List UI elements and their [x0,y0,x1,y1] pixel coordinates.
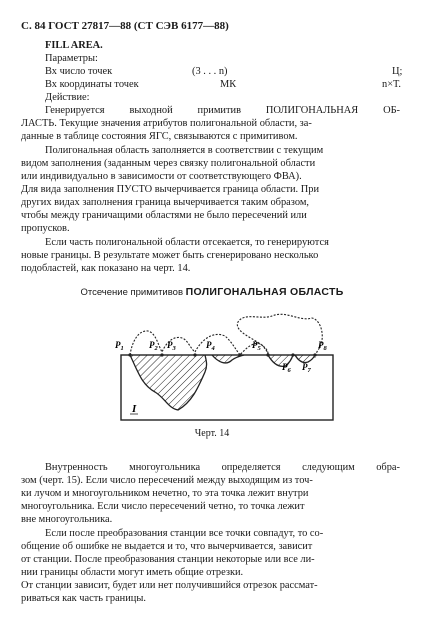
param1-range: (3 . . . n) [192,66,228,77]
polygon-outline [130,314,322,358]
para5-line3: от станции. После преобразования станции некоторые или все ли- [21,554,315,565]
param2-coord: МК [220,79,237,90]
point-marker [313,353,316,356]
figure-caption: Черт. 14 [194,428,230,439]
para1-line1: Генерируется выходной примитив ПОЛИГОНАЛЬНАЯ ОБ- [45,105,400,116]
para2-line5: других видах заполнения граница вычерчивается таким образом, [21,197,309,208]
para6-line2: риваться как часть границы. [21,593,146,604]
para2-line6: чтобы между граничащими областями не было пересечений или [21,210,307,221]
label-p6: $P_6$ [282,362,291,374]
clipped-region-hatch-1 [130,355,207,410]
point-marker [238,353,241,356]
label-p5: $P_5$ [252,340,261,352]
region-label: I [132,403,137,415]
figure-title-main: ПОЛИГОНАЛЬНАЯ ОБЛАСТЬ [185,286,344,298]
param1-name: Вх число точек [45,66,113,77]
para3-line1: Если часть полигональной области отсекается, то генерируются [45,237,329,248]
para3-line2: новые границы. В результате может быть сгенерировано несколько [21,250,319,261]
para4-line4: многоугольника. Если число пересечений четно, то точка лежит [21,501,305,512]
figure-title-prefix: Отсечение примитивов [80,287,183,298]
operation-title: FILL AREA. [45,40,103,51]
label-p4: $P_4$ [206,340,215,352]
para4-line1: Внутренность многоугольника определяется следующим обра- [45,462,400,473]
para2-line4: Для вида заполнения ПУСТО вычерчивается граница области. При [21,184,320,195]
label-p8: $P_8$ [318,340,327,352]
para4-line5: вне многоугольника. [21,514,113,525]
point-marker [128,353,131,356]
point-marker [160,353,163,356]
para1-line3: данные в таблице состояния ЯГС, связываются с примитивом. [21,131,298,142]
para5-line4: нии границы области могут иметь общие отрезки. [21,567,244,578]
para4-line2: зом (черт. 15). Если число пересечений между выходящим из точ- [21,475,313,486]
para2-line2: видом заполнения (заданным через связку полигональной области [21,158,316,169]
param2-name: Вх координаты точек [45,79,139,90]
para1-line2: ЛАСТЬ. Текущие значения атрибутов полигональной области, за- [21,118,312,129]
action-heading: Действие: [45,92,90,103]
param1-type: Ц; [392,66,403,77]
point-marker [266,353,269,356]
point-marker [291,353,294,356]
label-p3: $P_3$ [167,340,176,352]
params-heading: Параметры: [45,53,98,64]
page-header: С. 84 ГОСТ 27817—88 (СТ СЭВ 6177—88) [21,20,229,32]
point-marker [193,353,196,356]
para2-line7: пропусков. [21,223,70,234]
para6-line1: От станции зависит, будет или нет получившийся отрезок рассмат- [21,580,318,591]
para2-line1: Полигональная область заполняется в соответствии с текущим [45,145,324,156]
para5-line2: общение об ошибке не выдается и то, что вычерчивается, зависит [21,541,313,552]
para5-line1: Если после преобразования станции все точки совпадут, то со- [45,528,324,539]
param2-type: n×Т. [382,79,401,90]
para3-line3: подобластей, как показано на черт. 14. [21,263,191,274]
para4-line3: ки лучом и многоугольником нечетно, то эта точка лежит внутри [21,488,309,499]
label-p2: $P_2$ [149,340,158,352]
label-p7: $P_7$ [302,362,311,374]
para2-line3: или индивидуально в зависимости от соответствующего ФВА). [21,171,302,182]
label-p1: $P_1$ [115,340,124,352]
